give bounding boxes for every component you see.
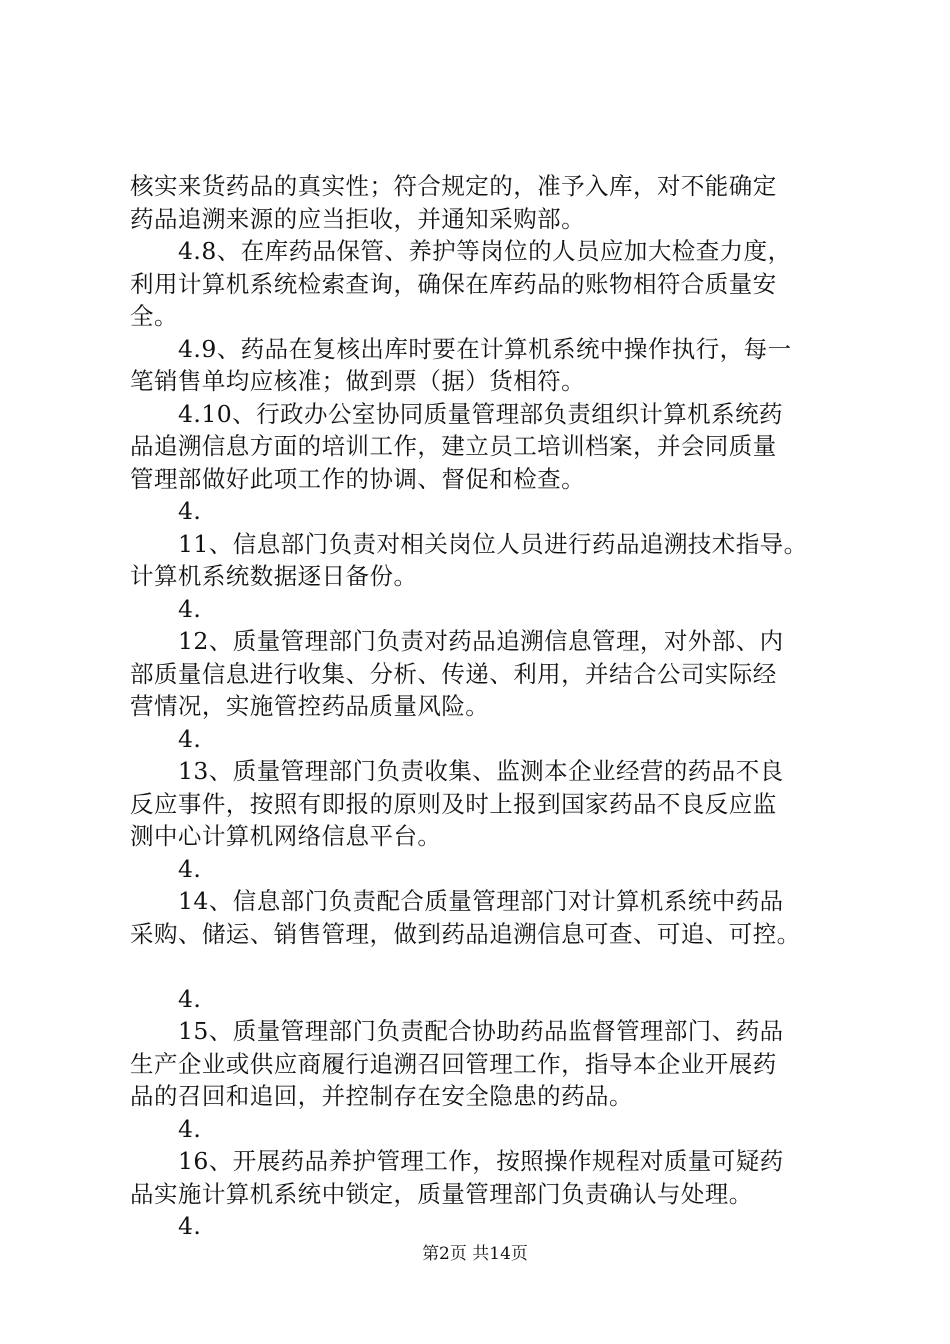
text-line: 4. bbox=[178, 724, 202, 753]
text-line: 反应事件，按照有即报的原则及时上报到国家药品不良反应监 bbox=[130, 789, 777, 818]
text-line: 13、质量管理部门负责收集、监测本企业经营的药品不良 bbox=[178, 757, 784, 785]
text-line: 4.10、行政办公室协同质量管理部负责组织计算机系统药 bbox=[178, 399, 783, 428]
text-line: 4. bbox=[178, 854, 202, 883]
text-line: 15、质量管理部门负责配合协助药品监督管理部门、药品 bbox=[178, 1017, 784, 1045]
text-line: 12、质量管理部门负责对药品追溯信息管理，对外部、内 bbox=[178, 627, 784, 655]
text-line: 品的召回和追回，并控制存在安全隐患的药品。 bbox=[130, 1082, 633, 1110]
text-line: 4. bbox=[178, 1114, 202, 1143]
text-line: 品实施计算机系统中锁定，质量管理部门负责确认与处理。 bbox=[130, 1179, 753, 1208]
text-line: 4. bbox=[178, 1212, 202, 1240]
text-line: 4. bbox=[178, 497, 202, 525]
text-line: 4. bbox=[178, 984, 202, 1013]
text-line: 16、开展药品养护管理工作，按照操作规程对质量可疑药 bbox=[178, 1147, 784, 1175]
blank-line bbox=[130, 950, 840, 983]
text-line: 4.9、药品在复核出库时要在计算机系统中操作执行，每一 bbox=[178, 334, 792, 363]
text-line: 4.8、在库药品保管、养护等岗位的人员应加大检查力度， bbox=[178, 237, 792, 265]
text-line: 全。 bbox=[130, 302, 178, 330]
text-line: 管理部做好此项工作的协调、督促和检查。 bbox=[130, 464, 586, 493]
text-line: 生产企业或供应商履行追溯召回管理工作，指导本企业开展药 bbox=[130, 1049, 777, 1078]
text-line: 14、信息部门负责配合质量管理部门对计算机系统中药品 bbox=[178, 887, 784, 915]
text-line: 计算机系统数据逐日备份。 bbox=[130, 562, 418, 590]
text-line: 营情况，实施管控药品质量风险。 bbox=[130, 692, 490, 720]
document-body bbox=[130, 170, 840, 1243]
text-line: 部质量信息进行收集、分析、传递、利用，并结合公司实际经 bbox=[130, 659, 777, 688]
text-line: 采购、储运、销售管理，做到药品追溯信息可查、可追、可控。 bbox=[130, 919, 801, 948]
text-line: 笔销售单均应核准；做到票（据）货相符。 bbox=[130, 367, 586, 395]
text-line: 测中心计算机网络信息平台。 bbox=[130, 822, 442, 850]
text-line: 品追溯信息方面的培训工作，建立员工培训档案，并会同质量 bbox=[130, 432, 777, 460]
text-line: 11、信息部门负责对相关岗位人员进行药品追溯技术指导。 bbox=[178, 529, 808, 558]
text-line: 核实来货药品的真实性；符合规定的，准予入库，对不能确定 bbox=[130, 172, 777, 200]
text-line: 药品追溯来源的应当拒收，并通知采购部。 bbox=[130, 204, 586, 233]
text-line: 4. bbox=[178, 594, 202, 623]
page-number-label: 第2页 共14页 bbox=[422, 1244, 528, 1264]
page-footer bbox=[0, 1243, 950, 1265]
text-line: 利用计算机系统检索查询，确保在库药品的账物相符合质量安 bbox=[130, 269, 777, 298]
